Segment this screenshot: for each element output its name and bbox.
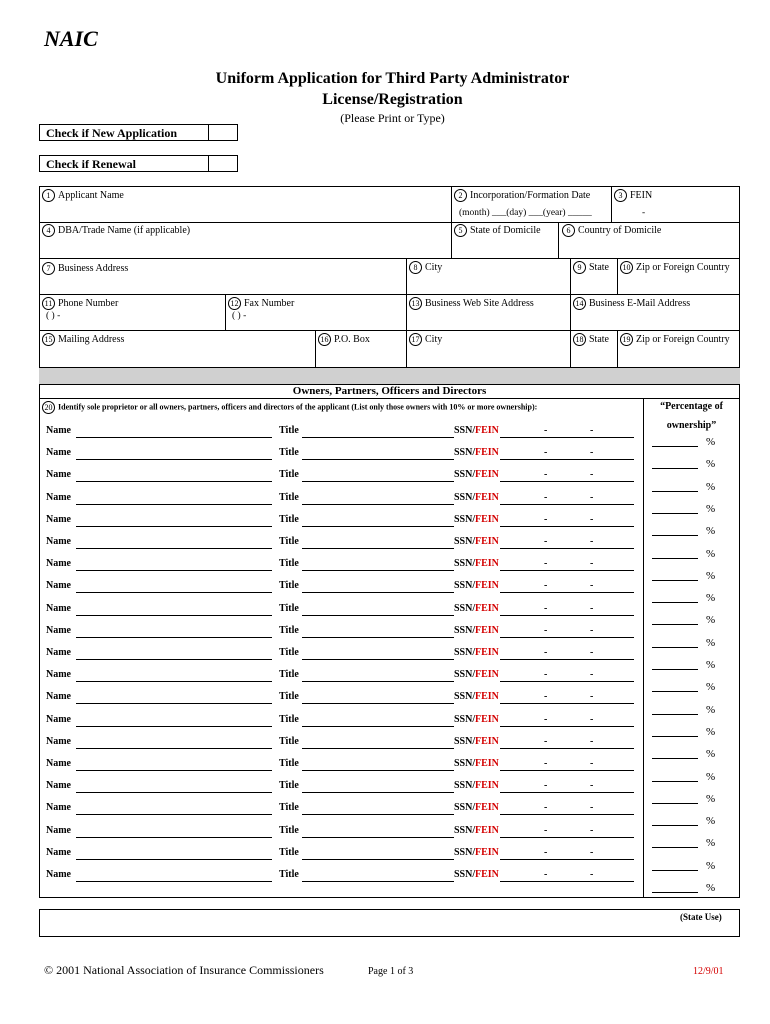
fein-label: FEIN: [475, 647, 499, 658]
name-input[interactable]: [76, 615, 272, 616]
percentage-input[interactable]: [652, 847, 698, 848]
name-label: Name: [46, 869, 71, 880]
percentage-input[interactable]: [652, 624, 698, 625]
ssn-fein-input[interactable]: [500, 615, 634, 616]
percent-sign: %: [706, 458, 716, 471]
name-input[interactable]: [76, 659, 272, 660]
ssn-fein-input[interactable]: [500, 703, 634, 704]
ssn-dash-2: -: [590, 802, 594, 814]
title-input[interactable]: [302, 703, 454, 704]
name-input[interactable]: [76, 570, 272, 571]
percent-sign: %: [706, 480, 716, 493]
ssn-dash-2: -: [590, 647, 594, 658]
name-label: Name: [46, 802, 71, 814]
ssn-dash-1: -: [544, 669, 548, 681]
percentage-field[interactable]: [652, 815, 716, 829]
name-label: Name: [46, 824, 71, 836]
fein-label: FEIN: [475, 758, 499, 769]
ssn-fein-input[interactable]: [500, 548, 634, 549]
name-label: Name: [46, 713, 71, 725]
percent-sign: %: [706, 636, 716, 649]
name-label: Name: [46, 602, 71, 614]
percentage-field[interactable]: [652, 525, 716, 539]
percentage-input[interactable]: [652, 669, 698, 670]
percentage-input[interactable]: [652, 781, 698, 782]
name-label: Name: [46, 491, 71, 503]
percentage-input[interactable]: [652, 513, 698, 514]
ssn-dash-1: -: [544, 580, 548, 592]
fein-label: FEIN: [475, 536, 499, 547]
name-label: Name: [46, 469, 71, 481]
percentage-input[interactable]: [652, 446, 698, 447]
ssn-fein-input[interactable]: [500, 637, 634, 638]
name-label: Name: [46, 669, 71, 681]
ssn-dash-1: -: [544, 558, 548, 570]
fein-label: FEIN: [475, 780, 499, 792]
name-label: Name: [46, 647, 71, 658]
percentage-input[interactable]: [652, 558, 698, 559]
percent-sign: %: [706, 792, 716, 805]
new-application-label: Check if New Application: [39, 124, 209, 141]
ssn-label: SSN/: [454, 513, 476, 525]
percentage-field[interactable]: [652, 502, 716, 517]
name-label: Name: [46, 624, 71, 636]
title-label: Title: [279, 824, 299, 836]
title-input[interactable]: [302, 859, 454, 860]
ssn-dash-1: -: [544, 602, 548, 614]
title-input[interactable]: [302, 615, 454, 616]
fein-label: FEIN: [475, 602, 499, 614]
percentage-input[interactable]: [652, 602, 698, 603]
po-box-field[interactable]: 16 P.O. Box: [318, 333, 370, 346]
owners-section-title: Owners, Partners, Officers and Directors: [292, 385, 487, 397]
title-label: Title: [279, 513, 299, 525]
percentage-input[interactable]: [652, 468, 698, 469]
ssn-fein-input[interactable]: [500, 770, 634, 771]
name-input[interactable]: [76, 748, 272, 749]
percentage-field[interactable]: [652, 792, 716, 807]
fein-label: FEIN: [475, 735, 499, 747]
ssn-fein-input[interactable]: [500, 792, 634, 793]
phone-number-hint: ( ) -: [46, 311, 61, 321]
name-label: Name: [46, 758, 71, 769]
business-state-field[interactable]: 9 State: [573, 261, 609, 274]
title-label: Title: [279, 802, 299, 814]
ssn-label: SSN/: [454, 735, 476, 747]
ssn-label: SSN/: [454, 669, 476, 681]
percent-sign: %: [706, 770, 716, 783]
ssn-fein-input[interactable]: [500, 859, 634, 860]
ssn-dash-2: -: [590, 558, 594, 570]
owners-instruction: 20 Identify sole proprietor or all owners, partners, officers and directors of the applicant (List only those owners with 10% or more ownership):: [42, 401, 537, 414]
percent-sign: %: [706, 703, 716, 716]
name-input[interactable]: [76, 526, 272, 527]
title-input[interactable]: [302, 814, 454, 815]
ssn-fein-input[interactable]: [500, 526, 634, 527]
name-input[interactable]: [76, 837, 272, 838]
name-label: Name: [46, 580, 71, 592]
phone-number-field[interactable]: 11 Phone Number: [42, 297, 118, 310]
ssn-dash-1: -: [544, 869, 548, 880]
percent-sign: %: [706, 659, 716, 671]
ssn-label: SSN/: [454, 647, 476, 658]
percent-sign: %: [706, 614, 716, 627]
percentage-field[interactable]: [652, 681, 716, 695]
title-label: Title: [279, 713, 299, 725]
percentage-input[interactable]: [652, 736, 698, 737]
title-input[interactable]: [302, 748, 454, 749]
ssn-fein-input[interactable]: [500, 592, 634, 593]
title-input[interactable]: [302, 659, 454, 660]
ssn-fein-input[interactable]: [500, 837, 634, 838]
ssn-dash-2: -: [590, 624, 594, 636]
fein-label: FEIN: [475, 425, 499, 436]
title-label: Title: [279, 558, 299, 570]
fein-field[interactable]: 3 FEIN: [614, 189, 652, 202]
percentage-field[interactable]: [652, 636, 716, 651]
ssn-dash-1: -: [544, 735, 548, 747]
fein-label: FEIN: [475, 491, 499, 503]
ssn-dash-1: -: [544, 425, 548, 436]
ssn-dash-2: -: [590, 691, 594, 703]
footer-page: Page 1 of 3: [368, 966, 414, 977]
ssn-fein-input[interactable]: [500, 437, 634, 438]
ssn-dash-2: -: [590, 780, 594, 792]
title-label: Title: [279, 536, 299, 547]
ssn-dash-1: -: [544, 846, 548, 858]
ssn-dash-1: -: [544, 758, 548, 769]
ssn-label: SSN/: [454, 558, 476, 570]
title-input[interactable]: [302, 592, 454, 593]
title-label: Title: [279, 469, 299, 481]
fein-label: FEIN: [475, 824, 499, 836]
name-input[interactable]: [76, 504, 272, 505]
mailing-city-field[interactable]: 17 City: [409, 333, 442, 346]
renewal-label: Check if Renewal: [39, 155, 209, 172]
ssn-dash-2: -: [590, 513, 594, 525]
ssn-fein-input[interactable]: [500, 681, 634, 682]
fein-label: FEIN: [475, 513, 499, 525]
ssn-label: SSN/: [454, 824, 476, 836]
percent-sign: %: [706, 725, 716, 738]
fein-label: FEIN: [475, 580, 499, 592]
ssn-dash-1: -: [544, 447, 548, 459]
title-label: Title: [279, 846, 299, 858]
name-input[interactable]: [76, 637, 272, 638]
state-use-box: [39, 909, 740, 937]
percent-sign: %: [706, 882, 716, 894]
percentage-input[interactable]: [652, 803, 698, 804]
percent-sign: %: [706, 547, 716, 560]
name-label: Name: [46, 513, 71, 525]
title-input[interactable]: [302, 504, 454, 505]
ssn-label: SSN/: [454, 425, 476, 436]
footer-date: 12/9/01: [693, 966, 724, 977]
fein-label: FEIN: [475, 713, 499, 725]
percent-sign: %: [706, 592, 716, 605]
ssn-dash-2: -: [590, 536, 594, 547]
name-label: Name: [46, 846, 71, 858]
name-label: Name: [46, 735, 71, 747]
percentage-header-line2: ownership”: [666, 420, 717, 431]
percent-sign: %: [706, 525, 716, 538]
name-input[interactable]: [76, 681, 272, 682]
ssn-dash-1: -: [544, 802, 548, 814]
business-address-field[interactable]: 7 Business Address: [42, 262, 128, 275]
renewal-checkbox[interactable]: [208, 155, 238, 172]
mailing-state-field[interactable]: 18 State: [573, 333, 609, 346]
incorporation-date-field[interactable]: 2 Incorporation/Formation Date: [454, 189, 590, 202]
title-label: Title: [279, 647, 299, 658]
percent-sign: %: [706, 815, 716, 828]
name-label: Name: [46, 425, 71, 436]
ssn-fein-input[interactable]: [500, 481, 634, 482]
title-input[interactable]: [302, 881, 454, 882]
percent-sign: %: [706, 502, 716, 515]
percentage-field[interactable]: [652, 882, 716, 896]
section-divider-band: [39, 368, 740, 384]
ssn-dash-1: -: [544, 647, 548, 658]
fein-label: FEIN: [475, 669, 499, 681]
fein-label: FEIN: [475, 869, 499, 880]
business-zip-field[interactable]: 10 Zip or Foreign Country: [620, 261, 730, 274]
percentage-field[interactable]: [652, 480, 716, 495]
footer-copyright: © 2001 National Association of Insurance Commissioners: [44, 963, 324, 977]
percent-sign: %: [706, 748, 716, 761]
percentage-input[interactable]: [652, 870, 698, 871]
name-label: Name: [46, 691, 71, 703]
percent-sign: %: [706, 681, 716, 694]
percentage-field[interactable]: [652, 725, 716, 740]
ssn-fein-input[interactable]: [500, 748, 634, 749]
ssn-dash-2: -: [590, 713, 594, 725]
name-label: Name: [46, 447, 71, 459]
ssn-dash-1: -: [544, 469, 548, 481]
percent-sign: %: [706, 569, 716, 582]
ssn-label: SSN/: [454, 713, 476, 725]
ssn-label: SSN/: [454, 491, 476, 503]
fax-number-hint: ( ) -: [232, 311, 247, 321]
form-title-line2: License/Registration: [322, 91, 463, 108]
ssn-dash-2: -: [590, 846, 594, 858]
fein-label: FEIN: [475, 802, 499, 814]
ssn-dash-2: -: [590, 580, 594, 592]
naic-logo: NAIC: [44, 26, 98, 51]
ssn-dash-1: -: [544, 536, 548, 547]
ssn-label: SSN/: [454, 758, 476, 769]
name-input[interactable]: [76, 792, 272, 793]
percentage-field[interactable]: [652, 569, 716, 584]
percentage-input[interactable]: [652, 892, 698, 893]
ssn-fein-input[interactable]: [500, 459, 634, 460]
name-label: Name: [46, 558, 71, 570]
dba-name-field[interactable]: 4 DBA/Trade Name (if applicable): [42, 224, 190, 237]
title-input[interactable]: [302, 526, 454, 527]
title-label: Title: [279, 580, 299, 592]
name-input[interactable]: [76, 726, 272, 727]
ssn-dash-1: -: [544, 624, 548, 636]
percentage-field[interactable]: [652, 859, 716, 874]
percentage-field[interactable]: [652, 703, 716, 718]
title-label: Title: [279, 758, 299, 769]
ssn-dash-2: -: [590, 758, 594, 769]
fein-label: FEIN: [475, 558, 499, 570]
percent-sign: %: [706, 859, 716, 872]
ssn-dash-1: -: [544, 713, 548, 725]
email-field[interactable]: 14 Business E-Mail Address: [573, 297, 690, 310]
ssn-fein-input[interactable]: [500, 814, 634, 815]
ssn-fein-input[interactable]: [500, 659, 634, 660]
ssn-dash-2: -: [590, 447, 594, 459]
ssn-label: SSN/: [454, 536, 476, 547]
ssn-dash-2: -: [590, 735, 594, 747]
title-input[interactable]: [302, 459, 454, 460]
title-input[interactable]: [302, 726, 454, 727]
percentage-input[interactable]: [652, 691, 698, 692]
percentage-input[interactable]: [652, 535, 698, 536]
name-input[interactable]: [76, 548, 272, 549]
title-input[interactable]: [302, 792, 454, 793]
owners-section: [39, 384, 740, 898]
ssn-dash-2: -: [590, 824, 594, 836]
title-input[interactable]: [302, 481, 454, 482]
percent-sign: %: [706, 837, 716, 850]
title-label: Title: [279, 691, 299, 703]
ssn-label: SSN/: [454, 846, 476, 858]
name-input[interactable]: [76, 881, 272, 882]
percentage-field[interactable]: [652, 436, 716, 450]
name-input[interactable]: [76, 459, 272, 460]
title-input[interactable]: [302, 681, 454, 682]
percentage-input[interactable]: [652, 491, 698, 492]
state-of-domicile-field[interactable]: 5 State of Domicile: [454, 224, 541, 237]
percentage-field[interactable]: [652, 614, 716, 628]
name-input[interactable]: [76, 770, 272, 771]
ssn-dash-1: -: [544, 491, 548, 503]
percentage-input[interactable]: [652, 580, 698, 581]
ssn-dash-2: -: [590, 669, 594, 681]
fein-label: FEIN: [475, 691, 499, 703]
ssn-label: SSN/: [454, 802, 476, 814]
percentage-input[interactable]: [652, 647, 698, 648]
fein-label: FEIN: [475, 846, 499, 858]
ssn-label: SSN/: [454, 780, 476, 792]
name-label: Name: [46, 536, 71, 547]
fax-number-field[interactable]: 12 Fax Number: [228, 297, 294, 310]
title-label: Title: [279, 602, 299, 614]
percentage-input[interactable]: [652, 758, 698, 759]
title-input[interactable]: [302, 770, 454, 771]
ssn-dash-1: -: [544, 513, 548, 525]
ssn-dash-2: -: [590, 491, 594, 503]
mailing-zip-field[interactable]: 19 Zip or Foreign Country: [620, 333, 730, 346]
ssn-label: SSN/: [454, 602, 476, 614]
name-input[interactable]: [76, 437, 272, 438]
title-label: Title: [279, 624, 299, 636]
ssn-dash-1: -: [544, 780, 548, 792]
percentage-input[interactable]: [652, 714, 698, 715]
ssn-dash-1: -: [544, 691, 548, 703]
percentage-field[interactable]: [652, 592, 716, 606]
percentage-field[interactable]: [652, 748, 716, 762]
fein-label: FEIN: [475, 469, 499, 481]
ssn-label: SSN/: [454, 624, 476, 636]
fein-hint: -: [642, 208, 646, 218]
name-input[interactable]: [76, 481, 272, 482]
title-label: Title: [279, 491, 299, 503]
ssn-dash-2: -: [590, 469, 594, 481]
ssn-fein-input[interactable]: [500, 504, 634, 505]
ssn-fein-input[interactable]: [500, 726, 634, 727]
new-application-checkbox[interactable]: [208, 124, 238, 141]
web-site-field[interactable]: 13 Business Web Site Address: [409, 297, 534, 310]
title-label: Title: [279, 869, 299, 880]
ssn-dash-2: -: [590, 869, 594, 880]
ssn-dash-2: -: [590, 425, 594, 436]
applicant-name-field[interactable]: 1 Applicant Name: [42, 189, 124, 202]
percentage-field[interactable]: [652, 770, 716, 785]
ssn-fein-input[interactable]: [500, 570, 634, 571]
ssn-dash-2: -: [590, 602, 594, 614]
title-label: Title: [279, 425, 299, 436]
title-label: Title: [279, 669, 299, 681]
ssn-label: SSN/: [454, 691, 476, 703]
ssn-fein-input[interactable]: [500, 881, 634, 882]
title-label: Title: [279, 780, 299, 792]
name-input[interactable]: [76, 859, 272, 860]
ssn-label: SSN/: [454, 447, 476, 459]
name-input[interactable]: [76, 703, 272, 704]
fein-label: FEIN: [475, 447, 499, 459]
form-subtitle: (Please Print or Type): [340, 111, 445, 125]
state-use-label: (State Use): [680, 912, 722, 922]
title-label: Title: [279, 735, 299, 747]
fein-label: FEIN: [475, 624, 499, 636]
title-label: Title: [279, 447, 299, 459]
name-label: Name: [46, 780, 71, 792]
ssn-label: SSN/: [454, 580, 476, 592]
title-input[interactable]: [302, 637, 454, 638]
percentage-field[interactable]: [652, 837, 716, 851]
title-input[interactable]: [302, 548, 454, 549]
mailing-address-field[interactable]: 15 Mailing Address: [42, 333, 124, 346]
percentage-header-line1: “Percentage of: [660, 401, 723, 412]
title-input[interactable]: [302, 837, 454, 838]
percentage-field[interactable]: [652, 458, 716, 472]
name-input[interactable]: [76, 814, 272, 815]
ssn-label: SSN/: [454, 469, 476, 481]
percentage-input[interactable]: [652, 825, 698, 826]
business-city-field[interactable]: 8 City: [409, 261, 442, 274]
percentage-field[interactable]: [652, 547, 716, 562]
form-title-line1: Uniform Application for Third Party Administrator: [215, 70, 570, 87]
ssn-label: SSN/: [454, 869, 476, 880]
ssn-dash-1: -: [544, 824, 548, 836]
incorporation-date-hint: (month) ___(day) ___(year) _____: [459, 208, 592, 218]
percent-sign: %: [706, 436, 716, 448]
name-input[interactable]: [76, 592, 272, 593]
title-input[interactable]: [302, 437, 454, 438]
title-input[interactable]: [302, 570, 454, 571]
percentage-field[interactable]: [652, 659, 716, 673]
country-of-domicile-field[interactable]: 6 Country of Domicile: [562, 224, 661, 237]
